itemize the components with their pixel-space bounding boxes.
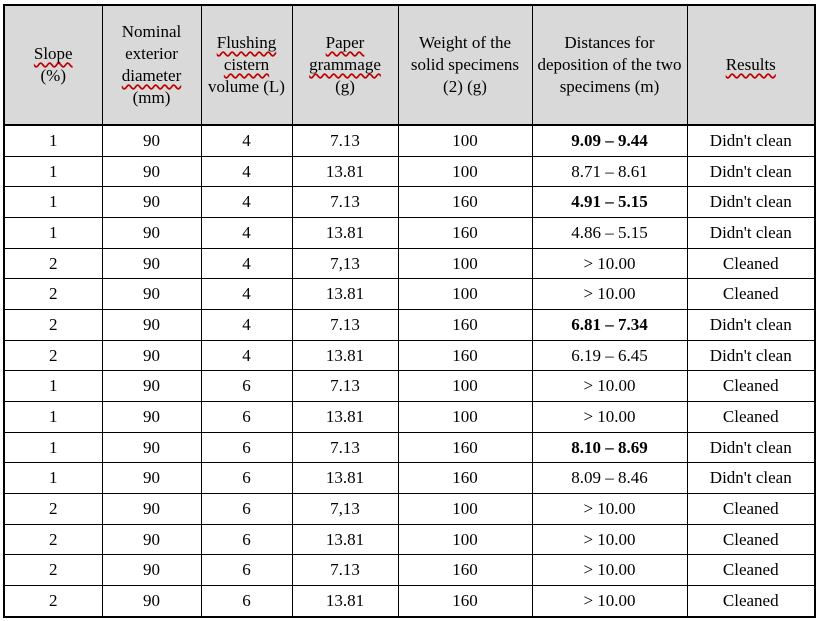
table-row	[4, 524, 815, 555]
cell-weight: 100	[398, 125, 532, 156]
cell-diameter: 90	[102, 187, 201, 218]
cell-distance: 8.71 – 8.61	[532, 156, 687, 187]
diameter-header: Nominal exterior diameter (mm)	[102, 5, 201, 125]
cell-volume: 6	[201, 371, 292, 402]
cell-distance: 8.09 – 8.46	[532, 463, 687, 494]
table-row	[4, 218, 815, 249]
cell-volume: 6	[201, 555, 292, 586]
cell-grammage: 13.81	[292, 402, 398, 433]
cell-slope: 2	[4, 586, 102, 617]
volume-header: Flushing cistern volume (L)	[201, 5, 292, 125]
table-row	[4, 586, 815, 617]
cell-volume: 4	[201, 125, 292, 156]
cell-volume: 4	[201, 218, 292, 249]
cell-distance: > 10.00	[532, 555, 687, 586]
cell-weight: 160	[398, 432, 532, 463]
cell-grammage: 13.81	[292, 524, 398, 555]
cell-diameter: 90	[102, 125, 201, 156]
cell-weight: 160	[398, 340, 532, 371]
cell-slope: 1	[4, 402, 102, 433]
table-row	[4, 432, 815, 463]
cell-grammage: 7,13	[292, 248, 398, 279]
cell-volume: 4	[201, 156, 292, 187]
table-row	[4, 463, 815, 494]
cell-result: Cleaned	[687, 494, 815, 525]
cell-slope: 2	[4, 248, 102, 279]
table-row	[4, 310, 815, 341]
table-row	[4, 402, 815, 433]
cell-result: Didn't clean	[687, 310, 815, 341]
table-row	[4, 555, 815, 586]
cell-volume: 6	[201, 402, 292, 433]
cell-diameter: 90	[102, 463, 201, 494]
cell-volume: 6	[201, 586, 292, 617]
cell-weight: 100	[398, 279, 532, 310]
cell-distance: > 10.00	[532, 586, 687, 617]
cell-distance: > 10.00	[532, 248, 687, 279]
cell-slope: 2	[4, 310, 102, 341]
cell-diameter: 90	[102, 340, 201, 371]
grammage-header: Paper grammage (g)	[292, 5, 398, 125]
cell-distance: > 10.00	[532, 402, 687, 433]
distance-header: Distances for deposition of the two specimens (m)	[532, 5, 687, 125]
table-row	[4, 371, 815, 402]
cell-slope: 1	[4, 218, 102, 249]
slope-header: Slope (%)	[4, 5, 102, 125]
weight-header: Weight of the solid specimens (2) (g)	[398, 5, 532, 125]
cell-diameter: 90	[102, 218, 201, 249]
cell-grammage: 13.81	[292, 586, 398, 617]
cell-result: Didn't clean	[687, 125, 815, 156]
cell-result: Cleaned	[687, 279, 815, 310]
cell-grammage: 7.13	[292, 187, 398, 218]
cell-slope: 2	[4, 340, 102, 371]
cell-distance: 9.09 – 9.44	[532, 125, 687, 156]
cell-diameter: 90	[102, 586, 201, 617]
cell-volume: 6	[201, 432, 292, 463]
cell-result: Cleaned	[687, 402, 815, 433]
cell-grammage: 13.81	[292, 218, 398, 249]
cell-distance: > 10.00	[532, 279, 687, 310]
cell-diameter: 90	[102, 371, 201, 402]
cell-grammage: 7.13	[292, 371, 398, 402]
cell-weight: 160	[398, 555, 532, 586]
cell-weight: 160	[398, 310, 532, 341]
cell-result: Cleaned	[687, 371, 815, 402]
cell-distance: > 10.00	[532, 524, 687, 555]
cell-diameter: 90	[102, 432, 201, 463]
cell-slope: 1	[4, 432, 102, 463]
cell-slope: 1	[4, 463, 102, 494]
cell-weight: 160	[398, 187, 532, 218]
cell-volume: 6	[201, 494, 292, 525]
table-header	[4, 5, 815, 125]
cell-slope: 2	[4, 494, 102, 525]
cell-result: Cleaned	[687, 586, 815, 617]
cell-volume: 4	[201, 248, 292, 279]
cell-distance: > 10.00	[532, 371, 687, 402]
cell-weight: 100	[398, 156, 532, 187]
results-header: Results	[687, 5, 815, 125]
cell-slope: 2	[4, 555, 102, 586]
cell-grammage: 7.13	[292, 125, 398, 156]
cell-distance: > 10.00	[532, 494, 687, 525]
table-row	[4, 125, 815, 156]
table-row	[4, 187, 815, 218]
cell-slope: 1	[4, 156, 102, 187]
cell-distance: 6.19 – 6.45	[532, 340, 687, 371]
cell-diameter: 90	[102, 555, 201, 586]
cell-volume: 4	[201, 279, 292, 310]
cell-grammage: 13.81	[292, 156, 398, 187]
cell-grammage: 7.13	[292, 555, 398, 586]
cell-distance: 4.91 – 5.15	[532, 187, 687, 218]
table-row	[4, 494, 815, 525]
cell-diameter: 90	[102, 524, 201, 555]
cell-volume: 4	[201, 340, 292, 371]
cell-grammage: 13.81	[292, 279, 398, 310]
table-body	[4, 125, 815, 617]
cell-volume: 6	[201, 524, 292, 555]
cell-grammage: 13.81	[292, 340, 398, 371]
header-row	[4, 5, 815, 125]
table-row	[4, 340, 815, 371]
cell-volume: 4	[201, 187, 292, 218]
cell-volume: 4	[201, 310, 292, 341]
cell-slope: 1	[4, 125, 102, 156]
cell-result: Didn't clean	[687, 218, 815, 249]
cell-result: Cleaned	[687, 555, 815, 586]
cell-result: Didn't clean	[687, 340, 815, 371]
cell-weight: 100	[398, 524, 532, 555]
cell-weight: 160	[398, 586, 532, 617]
cell-weight: 100	[398, 494, 532, 525]
cell-grammage: 7.13	[292, 310, 398, 341]
cell-weight: 100	[398, 371, 532, 402]
cell-result: Didn't clean	[687, 156, 815, 187]
cell-distance: 8.10 – 8.69	[532, 432, 687, 463]
cell-weight: 160	[398, 463, 532, 494]
cell-slope: 1	[4, 371, 102, 402]
cell-grammage: 7.13	[292, 432, 398, 463]
cell-grammage: 13.81	[292, 463, 398, 494]
cell-diameter: 90	[102, 494, 201, 525]
table-row	[4, 156, 815, 187]
cell-grammage: 7,13	[292, 494, 398, 525]
cell-result: Cleaned	[687, 248, 815, 279]
cell-result: Didn't clean	[687, 432, 815, 463]
cell-diameter: 90	[102, 402, 201, 433]
results-table	[3, 4, 816, 618]
table-row	[4, 248, 815, 279]
cell-slope: 1	[4, 187, 102, 218]
cell-result: Cleaned	[687, 524, 815, 555]
table-row	[4, 279, 815, 310]
cell-weight: 100	[398, 248, 532, 279]
cell-slope: 2	[4, 279, 102, 310]
cell-diameter: 90	[102, 279, 201, 310]
cell-diameter: 90	[102, 156, 201, 187]
cell-slope: 2	[4, 524, 102, 555]
cell-weight: 100	[398, 402, 532, 433]
cell-volume: 6	[201, 463, 292, 494]
cell-result: Didn't clean	[687, 187, 815, 218]
cell-distance: 4.86 – 5.15	[532, 218, 687, 249]
cell-diameter: 90	[102, 248, 201, 279]
cell-diameter: 90	[102, 310, 201, 341]
cell-weight: 160	[398, 218, 532, 249]
cell-result: Didn't clean	[687, 463, 815, 494]
cell-distance: 6.81 – 7.34	[532, 310, 687, 341]
